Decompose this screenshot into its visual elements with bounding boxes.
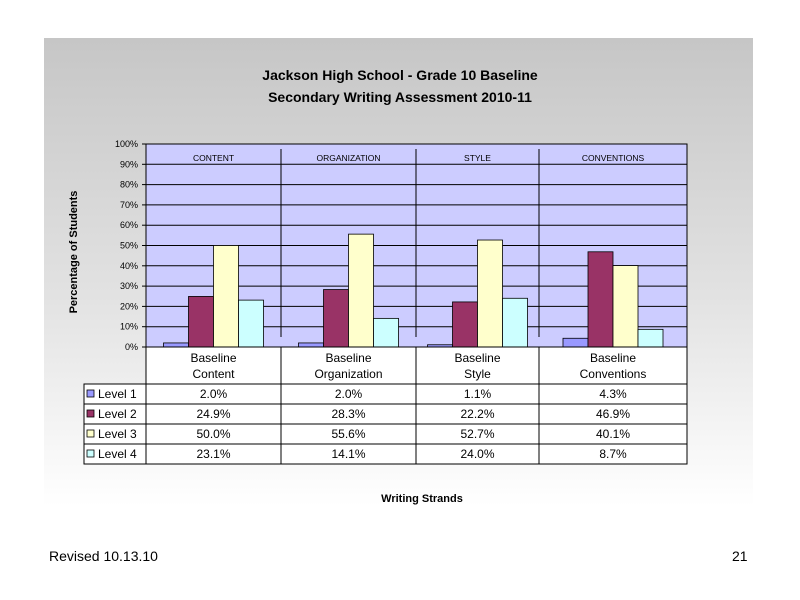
y-tick-label: 0% bbox=[124, 342, 138, 352]
table-value: 24.0% bbox=[460, 447, 495, 461]
table-value: 2.0% bbox=[199, 387, 228, 401]
table-value: 23.1% bbox=[196, 447, 231, 461]
x-category-label: Style bbox=[464, 367, 491, 381]
table-value: 8.7% bbox=[599, 447, 627, 461]
bar bbox=[239, 300, 264, 347]
revised-date: Revised 10.13.10 bbox=[49, 548, 158, 564]
x-category-label: Baseline bbox=[325, 351, 372, 365]
chart-title-line-2: Secondary Writing Assessment 2010-11 bbox=[268, 89, 532, 105]
y-tick-label: 100% bbox=[114, 139, 138, 149]
bar bbox=[478, 240, 503, 347]
section-label: CONTENT bbox=[192, 153, 235, 163]
y-tick-label: 10% bbox=[119, 321, 138, 332]
y-tick-label: 40% bbox=[119, 260, 138, 271]
x-category-label: Content bbox=[192, 367, 235, 381]
x-category-label: Baseline bbox=[454, 351, 501, 365]
section-label: CONVENTIONS bbox=[581, 153, 645, 163]
bar bbox=[189, 296, 214, 347]
legend-label: Level 4 bbox=[98, 447, 137, 461]
x-category-label: Organization bbox=[314, 367, 383, 381]
x-category-label: Baseline bbox=[190, 351, 237, 365]
legend-label: Level 2 bbox=[98, 407, 137, 421]
table-value: 50.0% bbox=[196, 427, 231, 441]
x-category-label: Conventions bbox=[579, 367, 647, 381]
bar bbox=[563, 338, 588, 347]
bar bbox=[324, 290, 349, 347]
bar bbox=[374, 318, 399, 347]
bar bbox=[164, 343, 189, 347]
table-value: 40.1% bbox=[595, 427, 631, 441]
y-axis-title: Percentage of Students bbox=[68, 190, 80, 314]
table-value: 14.1% bbox=[331, 447, 366, 461]
y-tick-label: 20% bbox=[119, 301, 138, 312]
section-label: STYLE bbox=[464, 153, 491, 163]
table-value: 55.6% bbox=[331, 427, 366, 441]
section-label: ORGANIZATION bbox=[316, 153, 381, 163]
y-tick-label: 30% bbox=[119, 281, 138, 292]
y-tick-label: 80% bbox=[119, 179, 138, 190]
bar bbox=[349, 234, 374, 347]
table-value: 4.3% bbox=[599, 387, 627, 401]
bar bbox=[638, 329, 663, 347]
bar bbox=[299, 343, 324, 347]
legend-label: Level 1 bbox=[98, 387, 137, 401]
table-value: 1.1% bbox=[463, 387, 492, 401]
y-tick-label: 60% bbox=[119, 220, 138, 231]
y-tick-label: 90% bbox=[119, 159, 138, 170]
legend-key bbox=[87, 430, 94, 437]
legend-key bbox=[87, 390, 94, 397]
chart-title-line-1: Jackson High School - Grade 10 Baseline bbox=[262, 67, 538, 83]
bar bbox=[453, 302, 478, 347]
bar bbox=[613, 266, 638, 347]
page-number: 21 bbox=[732, 548, 748, 564]
table-value: 2.0% bbox=[334, 387, 363, 401]
x-category-label: Baseline bbox=[589, 351, 637, 365]
legend-key bbox=[87, 410, 94, 417]
legend-key bbox=[87, 450, 94, 457]
table-value: 22.2% bbox=[460, 407, 495, 421]
table-value: 46.9% bbox=[595, 407, 631, 421]
x-axis-title: Writing Strands bbox=[381, 493, 463, 505]
table-value: 52.7% bbox=[460, 427, 495, 441]
table-value: 24.9% bbox=[196, 407, 231, 421]
bar bbox=[503, 298, 528, 347]
legend-label: Level 3 bbox=[98, 427, 137, 441]
y-tick-label: 70% bbox=[119, 199, 138, 210]
bar bbox=[214, 246, 239, 348]
table-value: 28.3% bbox=[331, 407, 366, 421]
bar bbox=[588, 252, 613, 347]
y-tick-label: 50% bbox=[119, 240, 138, 251]
